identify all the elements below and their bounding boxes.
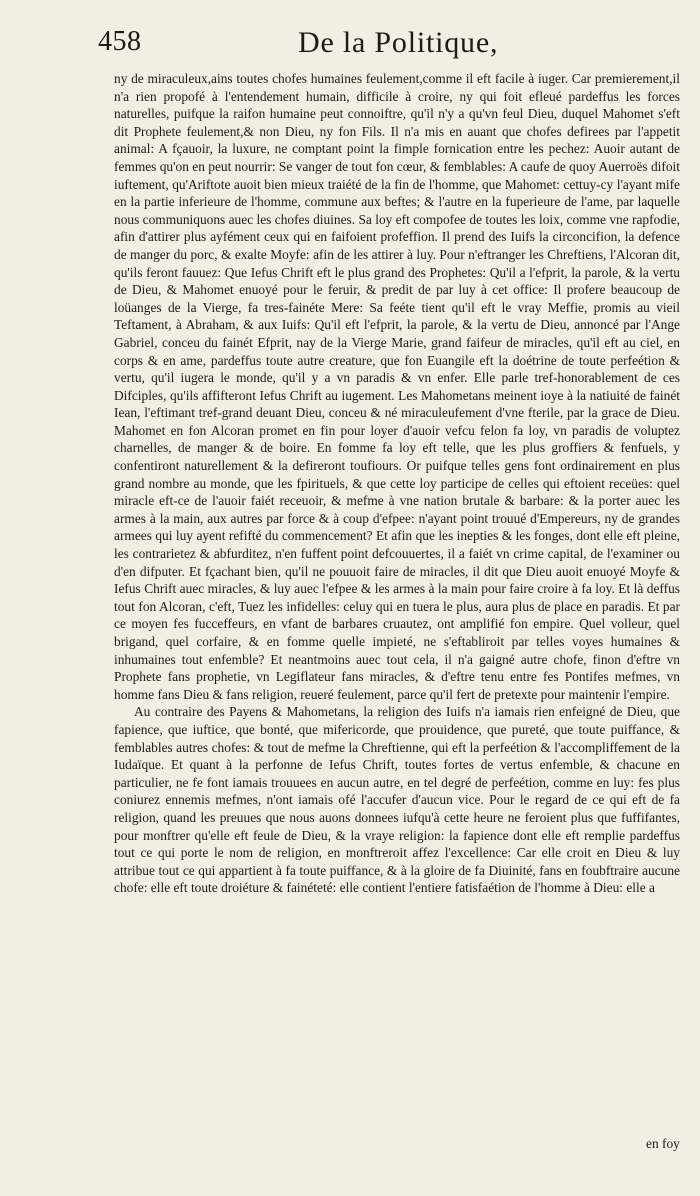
body-text <box>114 70 680 897</box>
paragraph: ny de miraculeux,ains toutes chofes humaines feulement,comme il eft facile à iuger. Car premierement,il n'a rien propofé à l'entendement humain, difficile à croire, ny qui foit efleué pardeffus les forces naturelles, puifque la raifon humaine peut connoiftre, qu'il n'y a qu'vn feul Dieu, duquel Mahomet s'eft dit Prophete feulement,& non Dieu, ny fon Fils. Il n'a mis en auant que chofes defirees par l'appetit animal: A fçauoir, la luxure, ne comptant point la fimple fornication entre les pechez: Auoir autant de femmes qu'on en peut nourrir: Se vanger de tout fon cœur, & femblables: A caufe de quoy Auerroës difoit iuftement, qu'Ariftote auoit bien mieux traiété de la fin de l'homme, que Mahomet: cettuy-cy l'ayant mife en la partie inferieure de l'homme, commune aux beftes; & l'autre en la fuperieure de l'ame, par laquelle nous communiquons auec les chofes diuines. Sa loy eft compofee de toutes les loix, comme vne rapfodie, afin d'attirer plus ayfément ceux qui en faifoient profeffion. Il prend des Iuifs la circoncifion, la defence de manger du porc, & exalte Moyfe: afin de les attirer à luy. Pour n'eftranger les Chreftiens, l'Alcoran dit, qu'ils feront fauuez: Que Iefus Chrift eft le plus grand des Prophetes: Qu'il a l'efprit, la parole, & la vertu de Dieu, & Mahomet enuoyé pour le feruir, & predit de par luy à cet office: Il profere beaucoup de loüanges de la Vierge, fa tres-fainéte Mere: Sa feéte tient qu'il eft le vray Meffie, promis au vieil Teftament, à Abraham, & aux Iuifs: Qu'il eft l'efprit, la parole, & la vertu de Dieu, annoncé par l'Ange Gabriel, conceu du fainét Efprit, nay de la Vierge Marie, grand faifeur de miracles, qu'il eft au ciel, en corps & en ame, pardeffus toute autre creature, que fon Euangile eft la doétrine de toute perfeétion & vertu, qu'il iugera le monde, qu'il y a vn paradis & vn enfer. Elle parle tref-honorablement de ces Difciples, qu'ils affifteront Iefus Chrift au iugement. Les Mahometans meinent ioye à la natiuité de fainét Iean, l'eftimant tref-grand deuant Dieu, conceu & né miraculeufement d'vne fterile, par la grace de Dieu. Mahomet en fon Alcoran promet en fin pour loyer d'auoir vefcu felon fa loy, vn paradis de voluptez charnelles, de manger & de boire. En fomme fa loy eft telle, que les plus groffiers & fenfuels, y confentiront naturellement & la defireront toufiours. Or puifque telles gens font ordinairement en plus grand nombre au monde, que les fpirituels, & que cette loy participe de celles qui eftoient receües: quel miracle eft-ce de l'auoir faiét receuoir, & mefme à vne nation brutale & barbare: & la porter auec les armes à la main, aux autres par force & à coup d'efpee: n'ayant point trouué d'Empereurs, ny de grandes armees qui luy ayent refifté du commencement? Et afin que les inepties & les fonges, dont elle eft pleine, les contrarietez & abfurditez, n'en fuffent point defcouuertes, il a faiét vn crime capital, de l'examiner ou d'en difputer. Et fçachant bien, qu'il ne pouuoit faire de miracles, il dit que Dieu auoit enuoyé Moyfe & Iefus Chrift auec miracles, & luy auec l'efpee & les armes à la main pour faire croire à fa loy. Et là deffus tout fon Alcoran, c'eft, Tuez les infidelles: celuy qui en tuera le plus, aura plus de place en paradis. Et par ce moyen fes fucceffeurs, en vfant de barbares cruautez, ont amplifié fon empire. Quel volleur, quel brigand, quel corfaire, & en fomme quelle impieté, ne s'eftabliroit par telles voyes humaines & inhumaines tout enfemble? Et neantmoins auec tout cela, il n'a gaigné autre chofe, finon d'eftre vn Prophete fans prophetie, vn Legiflateur fans miracles, & d'eftre tenu entre fes Pontifes mefmes, vn homme fans Dieu & fans religion, reueré feulement, parce qu'il fert de pretexte pour maintenir l'empire. <box>114 71 680 702</box>
page-number: 458 <box>98 26 142 57</box>
catchword: en foy <box>646 1136 680 1151</box>
page-header <box>98 26 678 70</box>
running-head: De la Politique, <box>298 26 499 59</box>
paragraph: Au contraire des Payens & Mahometans, la religion des Iuifs n'a iamais rien enfeigné de Dieu, que fapience, que iuftice, que bonté, que mifericorde, que prouidence, que pureté, que toute puiffance, & femblables autres chofes: & tout de mefme la Chreftienne, qui eft la perfeétion & l'accompliffement de la Iudaïque. Et quant à la perfonne de Iefus Chrift, toutes fortes de vertus enfemble, & chacune en particulier, ne fe font iamais trouuees en aucun autre, en tel degré de perfeétion, comme en luy: fes plus coniurez ennemis mefmes, n'ont iamais ofé l'accufer d'aucun vice. Pour le regard de ce qui eft de fa religion, quand les preuues que nous auons donnees iufqu'à cette heure ne feroient plus que fuffifantes, pour monftrer qu'elle eft feule de Dieu, & la vraye religion: la fapience dont elle eft remplie pardeffus tout ce qui porte le nom de religion, en monftreroit affez l'excellence: Car elle croit en Dieu & luy attribue tout ce qui appartient à fa toute puiffance, & à la gloire de fa Diuinité, fans en foubftraire aucune chofe: elle eft toute droiéture & fainéteté: elle contient l'entiere fatisfaétion de l'homme à Dieu: elle a <box>114 704 680 896</box>
